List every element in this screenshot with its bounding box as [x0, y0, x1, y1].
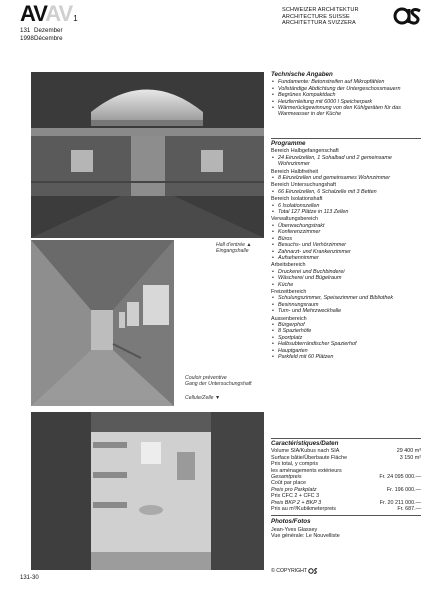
brand-mini-icon: [308, 567, 318, 574]
program-head: Verwaltungsbereich: [271, 216, 319, 223]
caption-corridor: [185, 375, 265, 388]
list-item: • Sportplatz: [278, 335, 421, 341]
caption-cell: [185, 395, 265, 401]
photo-entrance-hall: [31, 72, 264, 238]
list-item: • Druckerei und Buchbinderei: [278, 269, 421, 275]
copyright-text: © COPYRIGHT: [271, 567, 308, 574]
corridor-photo-graphic: [31, 240, 174, 406]
caption-line: Couloir préventive: [185, 375, 227, 381]
hall-photo-graphic: [31, 72, 264, 238]
list-item: • Total 127 Plätze in 113 Zellen: [278, 209, 421, 215]
brand-logo-icon: [393, 3, 421, 25]
program-head: Freizeitbereich: [271, 288, 307, 295]
data-row: les aménagements extérieurs: [271, 467, 342, 474]
caption-hall: [216, 242, 276, 255]
photo-cell: [31, 412, 264, 570]
program-head: Bereich Halbfreiheit: [271, 168, 319, 175]
data-row: Volume SIA/Kubus nach SIA 29 400 m³: [271, 448, 421, 455]
list-item: • Fundamente: Betonstreifen auf Mikropfählen: [278, 79, 421, 85]
list-item: • Aufsehennimmer: [278, 255, 421, 261]
list-item: • Bürgerphof: [278, 322, 421, 328]
divider: [271, 515, 421, 516]
section-title: Caractéristiques/Daten: [271, 440, 339, 447]
list-item: • Vollständige Abdichtung der Untergeschossmauern: [278, 86, 421, 92]
divider: [271, 438, 421, 439]
list-item: • Hauptgarten: [278, 348, 421, 354]
technical-data-section: [271, 72, 421, 118]
list-item: • Heizfernleitung mit 6000 l Speicherpark: [278, 99, 421, 105]
list-item: • Halbsubterrändischer Spazierhof: [278, 341, 421, 347]
logo-sub: 1: [73, 14, 78, 23]
publisher-name: [282, 7, 359, 27]
photo-corridor: [31, 240, 174, 406]
list-item: • Schulungszimmer, Speisezimmer und Bibliothek: [278, 295, 421, 301]
data-row: Prix total, y compris: [271, 461, 319, 468]
section-title: Technische Angaben: [271, 71, 333, 78]
list-item: • Küche: [278, 282, 421, 288]
data-row: Prix au m³/Kubikmeterpreis Fr. 687.—: [271, 506, 421, 513]
list-item: • Begrünes Kompaktdach: [278, 92, 421, 98]
list-item: • 66 Einzelzellen, 6 Schalzelle mit 3 Betten: [278, 189, 421, 195]
list-item: • Wäscherei und Bügelraum: [278, 275, 421, 281]
program-head: Arbeitsbereich: [271, 262, 306, 269]
caption-line: Gang der Untersuchungshaft: [185, 381, 252, 388]
list-item: • 24 Einzelzellen, 1 Sohalbad und 2 gemeinsame Wohnzimmer: [278, 155, 421, 168]
data-row: Gesamtpreis Fr. 24 095 000.—: [271, 474, 421, 481]
characteristics-section: [271, 438, 421, 540]
publisher-line: ARCHITECTURE SUISSE: [282, 13, 350, 20]
page-number: 131-30: [20, 575, 39, 581]
program-head: Bereich Halbgefangenschaft: [271, 148, 339, 155]
list-item: • Parkfeld mit 60 Plätzen: [278, 354, 421, 360]
data-row: Coût par place: [271, 480, 307, 487]
cell-photo-graphic: [31, 412, 264, 570]
list-item: • Besinnungsraum: [278, 302, 421, 308]
list-item: • 8 Spazierhöfe: [278, 328, 421, 334]
copyright-notice: [271, 567, 318, 574]
issue-info: [20, 27, 63, 42]
list-item: • Konferenzzimmer: [278, 229, 421, 235]
caption-line: Hall d'entrée ▲: [216, 242, 252, 248]
list-item: • 6 Isolationszellen: [278, 203, 421, 209]
journal-logo: [20, 3, 78, 30]
data-row: Surface bâtie/Überbaute Fläche 3 150 m²: [271, 454, 421, 461]
issue-number: 131: [20, 27, 31, 34]
publisher-line: SCHWEIZER ARCHITEKTUR: [282, 7, 359, 13]
programme-section: [271, 138, 421, 360]
section-title: Photos/Fotos: [271, 518, 311, 526]
program-head: Bereich Untersuchungshaft: [271, 182, 337, 189]
logo-ghost: AV: [45, 1, 73, 26]
issue-month-de: Dezember: [34, 27, 63, 34]
logo-text: AV: [20, 1, 46, 26]
list-item: • Wärmerückgewinnung von den Kühlgeräten für das Warmwasser in der Küche: [278, 105, 421, 118]
issue-year: 1998: [20, 34, 34, 42]
data-row: Preis pro Parkplatz Fr. 196 000.—: [271, 486, 421, 493]
divider: [271, 138, 421, 139]
issue-month-fr: Décembre: [34, 34, 63, 42]
data-row: Prix CFC 2 + CFC 3: [271, 493, 320, 500]
list-item: • 8 Einzelzellen und gemeinsames Wohnzimmer: [278, 175, 421, 181]
list-item: • Besuchs- und Verhörzimmer: [278, 242, 421, 248]
caption-line: Cellule/Zelle ▼: [185, 395, 221, 401]
photo-credit: Jean-Yves Glassey: [271, 526, 318, 533]
list-item: • Büros: [278, 236, 421, 242]
program-head: Aussenbereich: [271, 315, 307, 322]
list-item: • Überwachungstrakt: [278, 223, 421, 229]
caption-line: Eingangshalle: [216, 248, 249, 255]
publisher-line: ARCHITETTURA SVIZZERA: [282, 20, 356, 27]
data-row: Preis BKP 2 + BKP 3 Fr. 20 211 000.—: [271, 499, 421, 506]
program-head: Bereich Isolationshaft: [271, 196, 323, 203]
section-title: Programme: [271, 140, 306, 147]
list-item: • Zahnarzt- und Krankenzimmer: [278, 249, 421, 255]
photo-credit: Vue générale: Le Nouvelliste: [271, 533, 340, 540]
list-item: • Turn- und Mehrzweckhalle: [278, 308, 421, 314]
